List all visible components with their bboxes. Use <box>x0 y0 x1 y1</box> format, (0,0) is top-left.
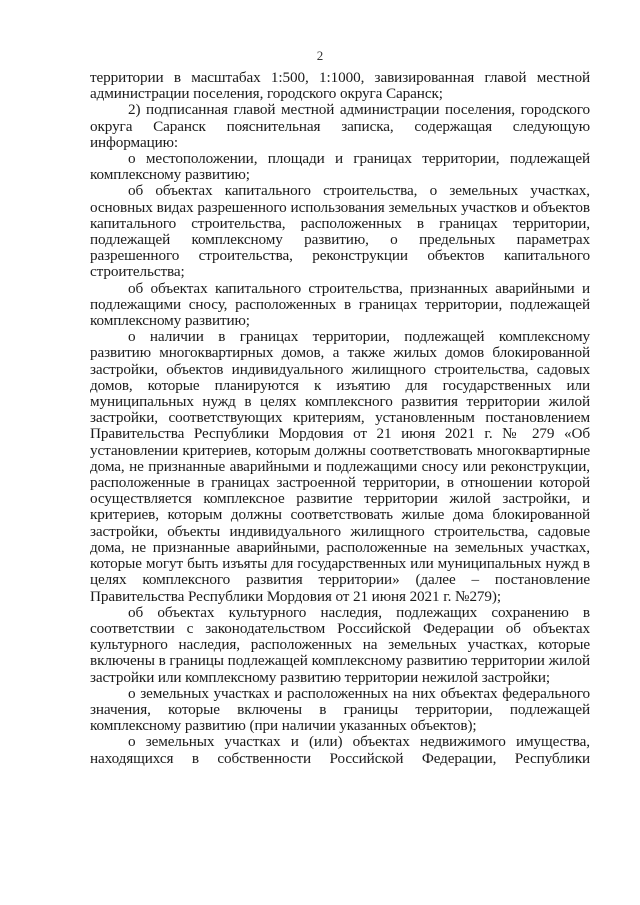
paragraph-emergency-objects: об объектах капитального строительства, признанных аварийными и подлежащими сносу, расположенных в границах территории, подлежащей комплексному развитию; <box>90 279 590 330</box>
paragraph-capital-objects: об объектах капитального строительства, о земельных участках, основных видах разрешенного использования земельных участков и объектов капитального строительства, расположенных в границах территории, подлежащей комплексному развитию, о предельных параметрах разрешенного строительства, реконструкции объектов капитального строительства; <box>90 182 590 281</box>
paragraph-cultural-heritage: об объектах культурного наследия, подлежащих сохранению в соответствии с законодательством Российской Федерации об объектах культурного наследия, расположенных на земельных участках, которые включены в границы подлежащей комплексному развитию территории жилой застройки или комплексному развитию территории нежилой застройки; <box>90 603 590 686</box>
paragraph-location: о местоположении, площади и границах территории, подлежащей комплексному развитию; <box>90 150 590 184</box>
paragraph-item-2: 2) подписанная главой местной администрации поселения, городского округа Саранск пояснительная записка, содержащая следующую информацию: <box>90 101 590 151</box>
paragraph-property: о земельных участках и (или) объектах недвижимого имущества, находящихся в собственности Российской Федерации, Республики <box>90 733 590 767</box>
paragraph-apartment-buildings: о наличии в границах территории, подлежащей комплексному развитию многоквартирных домов, а также жилых домов блокированной застройки, объектов индивидуального жилищного строительства, садовых домов, которые планируются к изъятию для государственных или муниципальных нужд в целях комплексного развития территории жилой застройки, соответствующих критериям, установленным постановлением Правительства Республики Мордовия от 21 июня 2021 г. № 279 «Об установлении критериев, которым должны соответствовать многоквартирные дома, не признанные аварийными и подлежащими сносу или реконструкции, расположенные в границах застроенной территории, в отношении которой осуществляется комплексное развитие территории жилой застройки, и критериев, которым должны соответствовать жилые дома блокированной застройки, объекты индивидуального жилищного строительства, садовые дома, не признанные аварийными, расположенные на земельных участках, которые могут быть изъяты для государственных или муниципальных нужд в целях комплексного развития территории» (далее – постановление Правительства Республики Мордовия от 21 июня 2021 г. №279); <box>90 328 590 605</box>
document-body <box>90 70 590 767</box>
paragraph-continuation: территории в масштабах 1:500, 1:1000, завизированная главой местной администрации поселения, городского округа Саранск; <box>90 69 590 103</box>
paragraph-federal-objects: о земельных участках и расположенных на них объектах федерального значения, которые включены в границы территории, подлежащей комплексному развитию (при наличии указанных объектов); <box>90 684 590 735</box>
page-number: 2 <box>316 48 324 63</box>
